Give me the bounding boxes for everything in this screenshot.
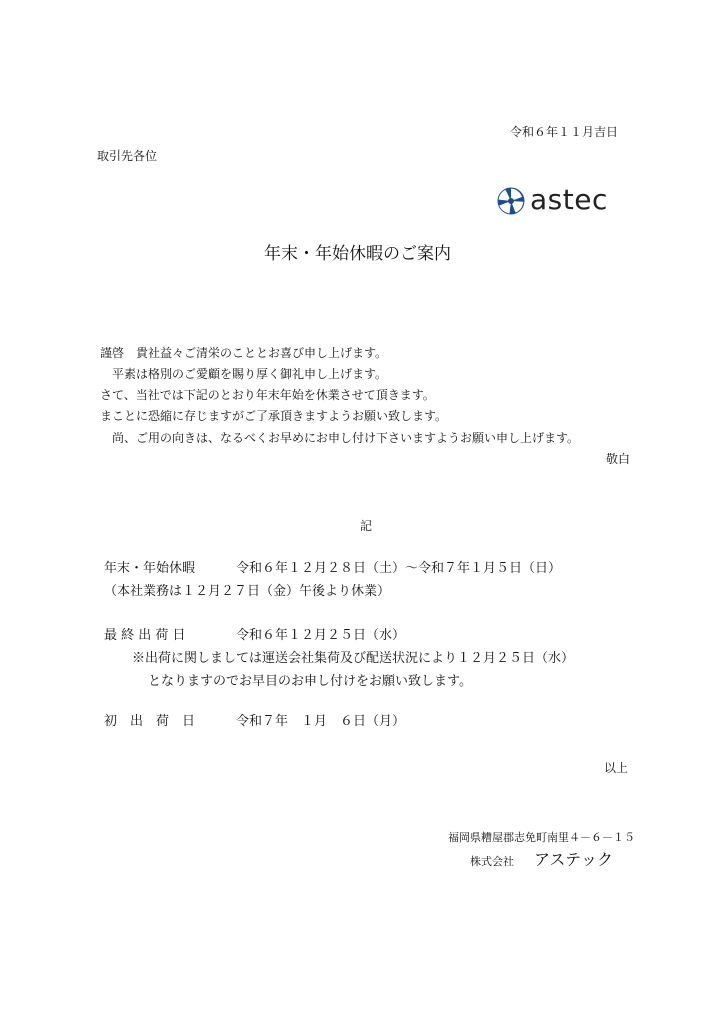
- greeting-line-5: 尚、ご用の向きは、なるべくお早めにお申し付け下さいますようお願い申し上げます。: [100, 431, 580, 445]
- holiday-label: 年末・年始休暇: [104, 561, 196, 576]
- last-shipment-note-1: ※出荷に関しましては運送会社集荷及び配送状況により１２月２５日（水）: [132, 651, 575, 666]
- astec-logo-mark-icon: [497, 187, 525, 215]
- greeting-line-3: さて、当社では下記のとおり年末年始を休業させて頂きます。: [100, 388, 435, 402]
- recipient: 取引先各位: [97, 149, 158, 163]
- last-shipment-label: 最 終 出 荷 日: [104, 628, 186, 643]
- ijou-closing: 以上: [604, 761, 629, 775]
- company-name: アステック: [534, 850, 614, 869]
- greeting-line-2: 平素は格別のご愛顧を賜り厚く御礼申し上げます。: [100, 367, 388, 381]
- page-title: 年末・年始休暇のご案内: [264, 244, 451, 264]
- last-shipment-value: 令和６年１２月２５日（水）: [236, 628, 406, 643]
- closing-word: 敬白: [606, 452, 631, 466]
- company-logo: [497, 184, 627, 220]
- ki-heading: 記: [360, 519, 373, 533]
- greeting-line-4: まことに恐縮に存じますがご了承頂きますようお願い致します。: [100, 409, 448, 423]
- last-shipment-note-2: となりますのでお早目のお申し付けをお願い致します。: [148, 674, 472, 689]
- document-date: 令和６年１１月吉日: [510, 125, 619, 139]
- footer-address: 福岡県糟屋郡志免町南里４－６－１５: [448, 831, 635, 844]
- first-shipment-label: 初 出 荷 日: [104, 714, 196, 729]
- greeting-line-1: 謹啓 貴社益々ご清栄のこととお喜び申し上げます。: [100, 346, 388, 360]
- logo-wordmark: astec: [530, 183, 608, 216]
- holiday-value: 令和６年１２月２８日（土）～令和７年１月５日（日）: [236, 561, 562, 576]
- first-shipment-value: 令和７年 １月 ６日（月）: [236, 714, 406, 729]
- holiday-note: （本社業務は１２月２７日（金）午後より休業）: [104, 584, 391, 599]
- company-prefix: 株式会社: [470, 855, 514, 868]
